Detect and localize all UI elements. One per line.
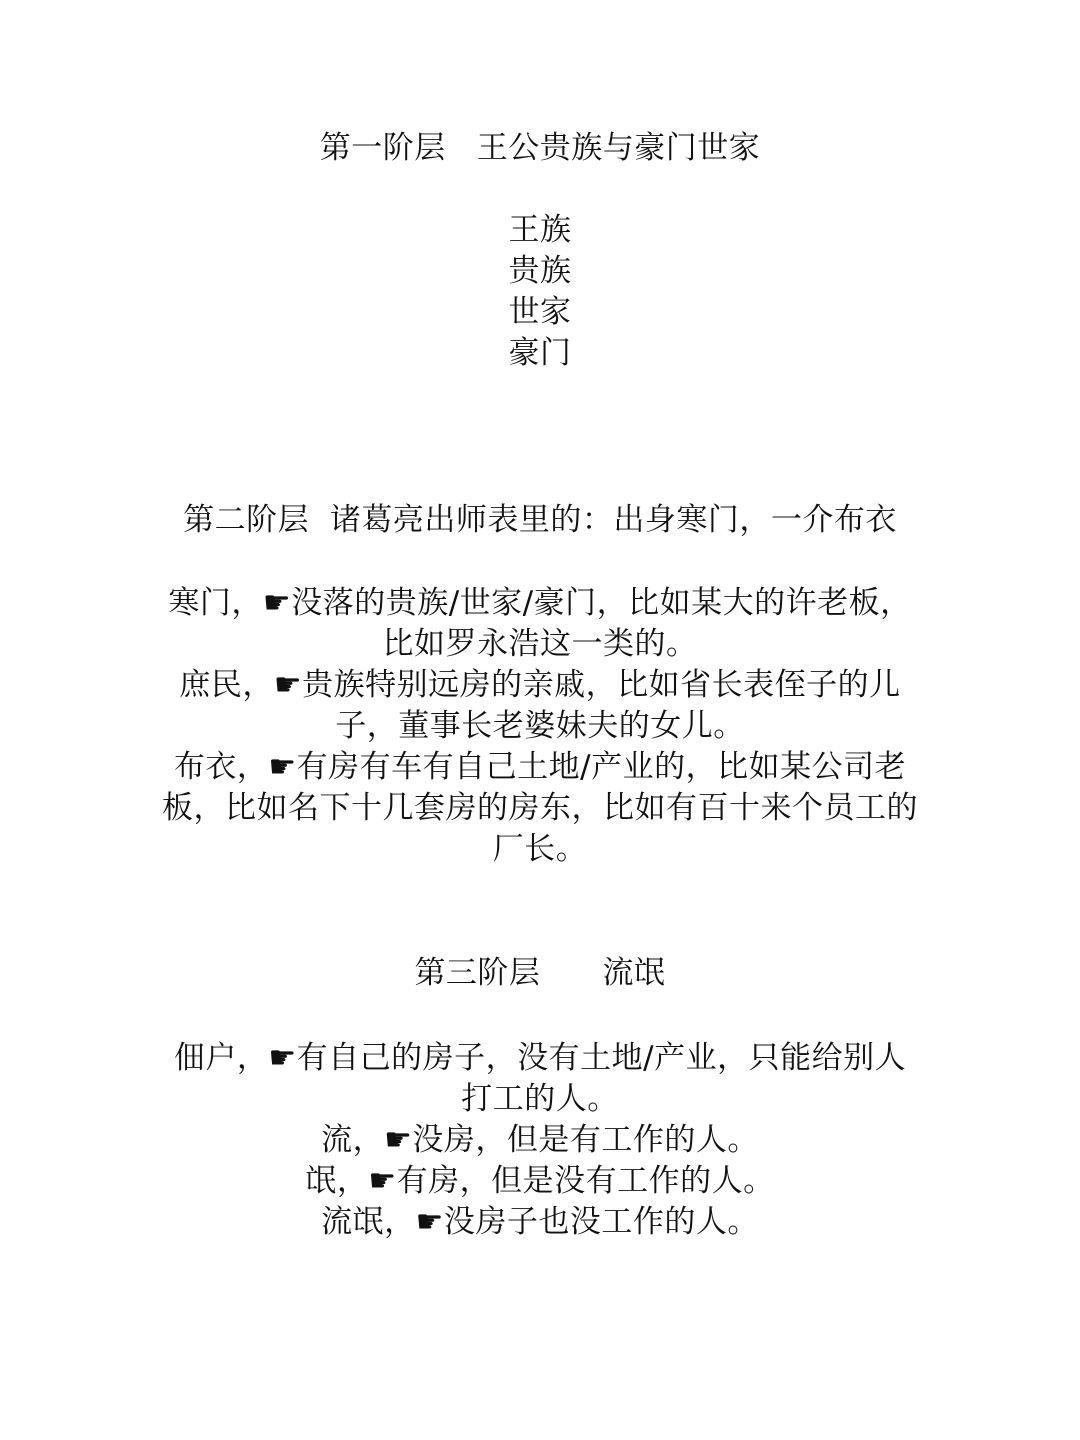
section2-heading: 第二阶层 诸葛亮出师表里的：出身寒门，一介布衣 [183, 502, 897, 538]
list-item: 氓，☛有房，但是没有工作的人。 [305, 1163, 775, 1199]
section1-heading: 第一阶层 王公贵族与豪门世家 [319, 130, 761, 166]
list-item: 贵族 [508, 253, 572, 289]
list-item: 豪门 [508, 335, 572, 371]
list-item: 布衣，☛有房有车有自己土地/产业的，比如某公司老板，比如名下十几套房的房东，比如有百十来个员工的厂长。 [162, 749, 918, 867]
list-item: 寒门，☛没落的贵族/世家/豪门，比如某大的许老板，比如罗永浩这一类的。 [168, 585, 912, 662]
section3-list [160, 1038, 920, 1243]
list-item: 佃户，☛有自己的房子，没有土地/产业，只能给别人打工的人。 [173, 1040, 907, 1117]
section3-heading: 第三阶层 流氓 [414, 955, 666, 991]
section2-list [160, 583, 920, 870]
list-item: 庶民，☛贵族特别远房的亲戚，比如省长表侄子的儿子，董事长老婆妹夫的女儿。 [179, 667, 901, 744]
list-item: 流，☛没房，但是有工作的人。 [321, 1122, 759, 1158]
list-item: 王族 [508, 212, 572, 248]
list-item: 流氓，☛没房子也没工作的人。 [321, 1204, 759, 1240]
section1-list [160, 210, 920, 374]
list-item: 世家 [508, 294, 572, 330]
